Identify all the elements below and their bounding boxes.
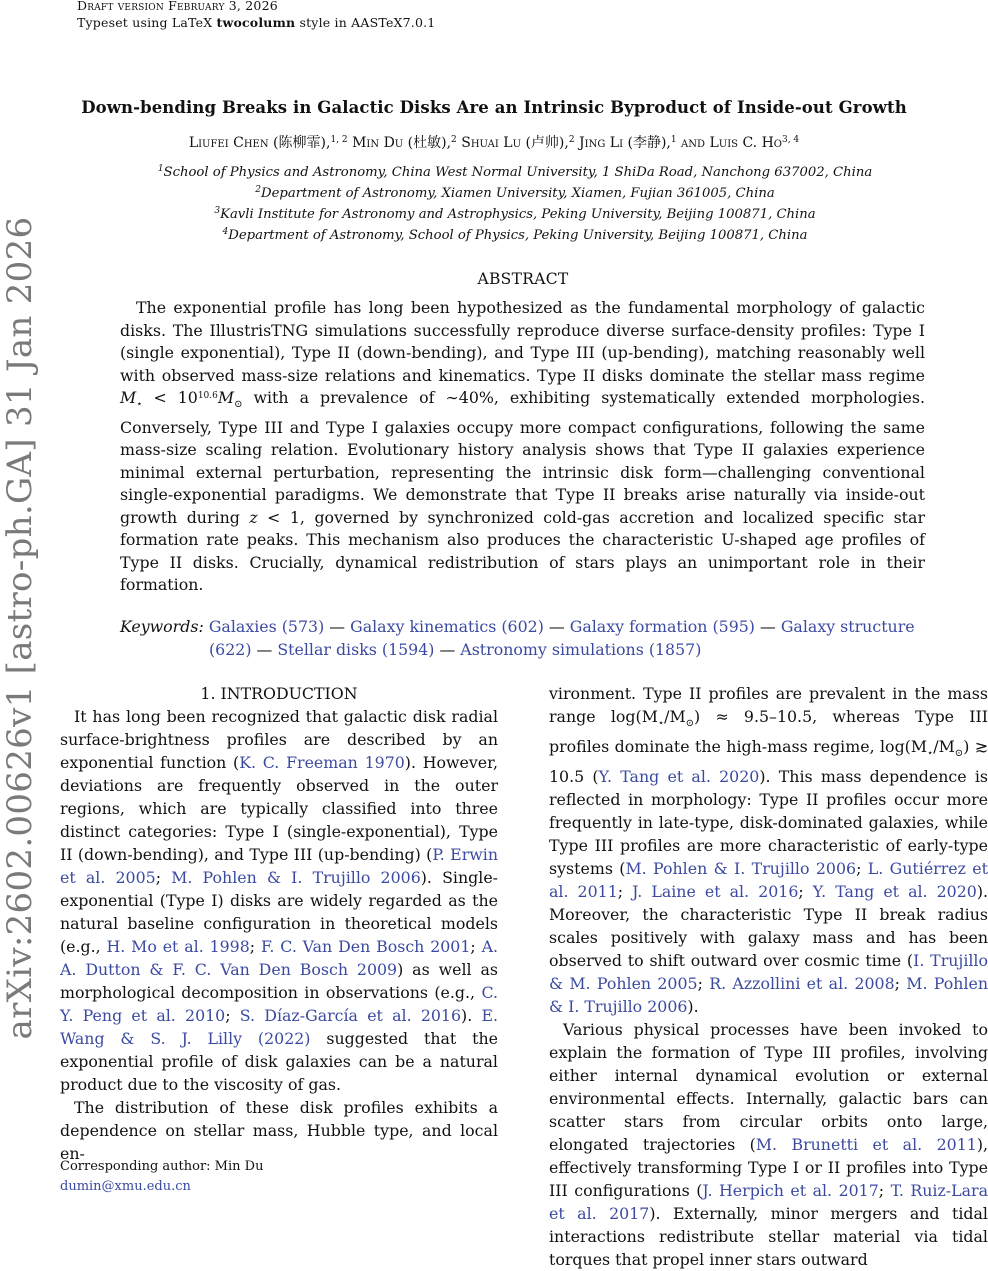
draft-version-line: Draft version February 3, 2026 — [77, 0, 278, 13]
keyword-link[interactable]: Galaxy kinematics (602) — [350, 617, 544, 636]
keyword-link[interactable]: Stellar disks (1594) — [277, 639, 435, 659]
section-heading: 1. INTRODUCTION — [200, 684, 358, 703]
citation-link[interactable]: A. A. Dutton & F. C. Van Den Bosch 2009 — [60, 937, 499, 979]
author-list: Liufei Chen (陈柳霏),$^{1, 2}$ Min Du (杜敏),$^2$ Shuai Lu (卢帅),$^2$ Jing Li (李静),$^1$ and Luis C. Ho$^{3, 4}$ — [188, 135, 800, 151]
corresponding-author: Corresponding author: Min Du dumin@xmu.edu.cn — [60, 1159, 264, 1194]
keywords-label: Keywords: — [120, 617, 204, 636]
keyword-link[interactable]: Galaxy formation (595) — [569, 617, 755, 636]
citation-link[interactable]: M. Pohlen & I. Trujillo 2006 — [625, 859, 857, 879]
keyword-link[interactable]: Astronomy simulations (1857) — [460, 639, 702, 659]
citation-link[interactable]: T. Ruiz-Lara et al. 2017 — [549, 1181, 988, 1224]
citation-link[interactable]: E. Wang & S. J. Lilly (2022) — [60, 1006, 498, 1048]
author: Jing Li (李静), — [579, 135, 671, 151]
citation-link[interactable]: P. Erwin et al. 2005 — [60, 845, 498, 887]
citation-link[interactable]: Y. Tang et al. 2020 — [598, 767, 760, 787]
author: Min Du (杜敏), — [352, 135, 452, 151]
citation-link[interactable]: M. Pohlen & I. Trujillo 2006 — [549, 974, 988, 1017]
citation-link[interactable]: J. Laine et al. 2016 — [632, 882, 799, 902]
abstract-body: The exponential profile has long been hypothesized as the fundamental morphology of galactic disks. The IllustrisTNG simulations successfully reproduce diverse surface-density profiles: Type I (single exponential), Type II (down-bending), and Type III (up-bending), matching reasonably well with observed mass-size relations and kinematics. Type II disks dominate the stellar mass regime $M_⋆ < 10^{10.6}M_⊙$ with a prevalence of ∼40%, exhibiting systematically extended morphologies. Conversely, Type III and Type I galaxies occupy more compact configurations, following the same mass-size scaling relation. Evolutionary history analysis shows that Type II galaxies experience minimal external perturbation, representing the intrinsic disk form—challenging conventional single-exponential paradigms. We demonstrate that Type II breaks arise naturally via inside-out growth during z < 1, governed by synchronized cold-gas accretion and localized specific star formation rate peaks. This mechanism also produces the characteristic U-shaped age profiles of Type II disks. Crucially, dynamical redistribution of stars plays an unimportant role in their formation. — [120, 298, 925, 595]
affiliation: $^1$School of Physics and Astronomy, China West Normal University, 1 ShiDa Road, Nanchong 637002, China — [157, 164, 873, 180]
abstract-heading: ABSTRACT — [477, 270, 569, 288]
arxiv-stamp: arXiv:2602.00626v1 [astro-ph.GA] 31 Jan 2026 — [0, 216, 40, 1040]
author: and Luis C. Ho — [681, 135, 782, 151]
affiliation: $^4$Department of Astronomy, School of Physics, Peking University, Beijing 100871, China — [222, 227, 808, 243]
keyword-link[interactable]: Galaxy structure — [780, 617, 915, 636]
citation-link[interactable]: R. Azzollini et al. 2008 — [709, 974, 895, 994]
keyword-link[interactable]: Galaxies (573) — [208, 617, 325, 636]
citation-link[interactable]: C. Y. Peng et al. 2010 — [60, 983, 498, 1025]
paragraph: It has long been recognized that galactic disk radial surface-brightness profiles are described by an exponential function (K. C. Freeman 1970). However, deviations are frequently observed in the outer regions, which are typically classified into three distinct categories: Type I (single-exponential), Type II (down-bending), and Type III (up-bending) (P. Erwin et al. 2005; M. Pohlen & I. Trujillo 2006). Single-exponential (Type I) disks are widely regarded as the natural baseline configuration in theoretical models (e.g., H. Mo et al. 1998; F. C. Van Den Bosch 2001; A. A. Dutton & F. C. Van Den Bosch 2009) as well as morphological decomposition in observations (e.g., C. Y. Peng et al. 2010; S. Díaz-García et al. 2016). E. Wang & S. J. Lilly (2022) suggested that the exponential profile of disk galaxies can be a natural product due to the viscosity of gas. — [60, 707, 499, 1094]
citation-link[interactable]: F. C. Van Den Bosch 2001 — [260, 937, 471, 956]
citation-link[interactable]: S. Díaz-García et al. 2016 — [239, 1006, 462, 1025]
citation-link[interactable]: I. Trujillo & M. Pohlen 2005 — [549, 951, 988, 994]
paper-title: Down-bending Breaks in Galactic Disks Are an Intrinsic Byproduct of Inside-out Growth — [81, 98, 907, 117]
citation-link[interactable]: L. Gutiérrez et al. 2011 — [549, 859, 988, 902]
right-column — [549, 682, 988, 1271]
email-link[interactable]: dumin@xmu.edu.cn — [60, 1179, 191, 1194]
author: Liufei Chen (陈柳霏), — [188, 135, 331, 151]
paragraph: Various physical processes have been invoked to explain the formation of Type III profiles, involving either internal dynamical evolution or external environmental effects. Internally, galactic bars can scatter stars from circular orbits onto large, elongated trajectories (M. Brunetti et al. 2011), effectively transforming Type I or II profiles into Type III configurations (J. Herpich et al. 2017; T. Ruiz-Lara et al. 2017). Externally, minor mergers and tidal interactions redistribute stellar material via tidal torques that propel inner stars outward — [549, 1020, 988, 1270]
paragraph: vironment. Type II profiles are prevalent in the mass range $\log(M_⋆/M_⊙) \approx 9.5-10.5$, whereas Type III profiles dominate the high-mass regime, $\log(M_⋆/M_⊙)$ ≳ 10.5 (Y. Tang et al. 2020). This mass dependence is reflected in morphology: Type II profiles occur more frequently in late-type, disk-dominated galaxies, while Type III profiles are more characteristic of early-type systems (M. Pohlen & I. Trujillo 2006; L. Gutiérrez et al. 2011; J. Laine et al. 2016; Y. Tang et al. 2020). Moreover, the characteristic Type II break radius scales positively with galaxy mass and has been observed to shift outward over cosmic time (I. Trujillo & M. Pohlen 2005; R. Azzollini et al. 2008; M. Pohlen & I. Trujillo 2006). — [549, 684, 988, 1017]
affiliation: $^3$Kavli Institute for Astronomy and Astrophysics, Peking University, Beijing 100871, China — [214, 206, 816, 222]
latex-logo: LaTeX — [171, 15, 213, 30]
citation-link[interactable]: H. Mo et al. 1998 — [106, 937, 250, 956]
citation-link[interactable]: M. Brunetti et al. 2011 — [755, 1135, 977, 1155]
arxiv-stamp-container — [0, 216, 40, 1040]
typeset-line: Typeset using LaTeX twocolumn style in AASTeX7.0.1 — [77, 15, 436, 30]
affiliation: $^2$Department of Astronomy, Xiamen University, Xiamen, Fujian 361005, China — [255, 185, 775, 201]
citation-link[interactable]: J. Herpich et al. 2017 — [702, 1181, 879, 1201]
left-column — [60, 682, 498, 1165]
citation-link[interactable]: Y. Tang et al. 2020 — [812, 882, 977, 902]
author: Shuai Lu (卢帅), — [461, 135, 569, 151]
citation-link[interactable]: K. C. Freeman 1970 — [239, 753, 405, 772]
citation-link[interactable]: M. Pohlen & I. Trujillo 2006 — [171, 868, 421, 887]
paragraph: The distribution of these disk profiles exhibits a dependence on stellar mass, Hubble type, and local en- — [60, 1098, 498, 1163]
keyword-link[interactable]: (622) — [209, 639, 252, 659]
keywords: Keywords: Galaxies (573) — Galaxy kinematics (602) — Galaxy formation (595) — Galaxy structure (622) — Stellar disks (1594) — Astronomy simulations (1857) — [120, 617, 915, 659]
